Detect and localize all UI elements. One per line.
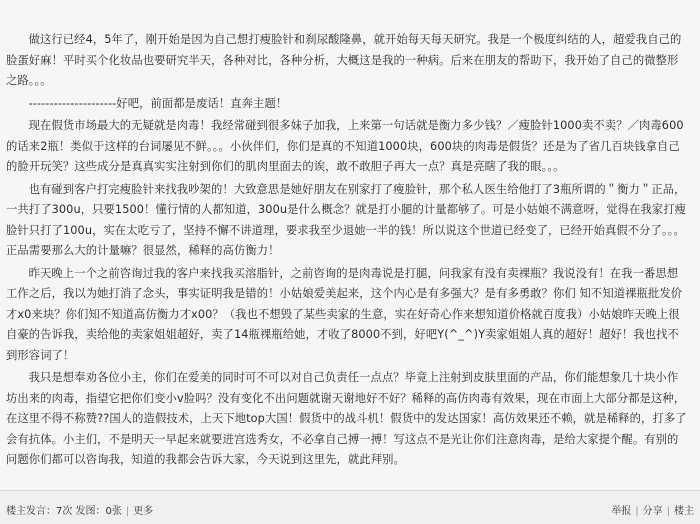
divider: | — [125, 506, 130, 517]
paragraph-market: 现在假货市场最大的无疑就是肉毒！我经常碰到很多妹子加我，上来第一句话就是衡力多少钱？／瘦脸针1000卖不卖？／肉毒600的话来2瓶！类似于这样的台词屡见不鲜。。。小伙伴们，你们是真的不知道1000块，600块的肉毒是假货？还是为了省几百块钱拿自己的脸开玩笑？这些成分是真真实实注射到你们的肌肉里面去的诶，敢不敢胆子再大一点？真是亮瞎了我的眼。。。 — [6, 119, 684, 173]
floor-owner-link[interactable]: 楼主 — [674, 506, 694, 517]
paragraph-advice: 我只是想奉劝各位小主，你们在爱美的同时可不可以对自己负责任一点点？毕竟上注射到皮肤里面的产品，你们能想象几十块小作坊出来的肉毒，指望它把你们变小v脸吗？没有变化不出问题就谢天谢地好不好？稀释的高仿肉毒有效果，现在市面上大部分都是这种，在这里不得不称赞??国人的造假技术，上天下地top大国！假货中的战斗机！假货中的发达国家！高仿效果还不赖，就是稀释的，打多了会有抗体。小主们，不是明天一早起来就要进宫选秀女，不必拿自己搏一搏！写这点不是光让你们注意肉毒，是给大家提个醒。有别的问题你们都可以咨询我，知道的我都会告诉大家，今天说到这里先，就此拜别。 — [6, 371, 687, 466]
author-stats: 楼主发言：7次 发图：0张 — [6, 506, 122, 517]
more-link[interactable]: 更多 — [133, 506, 154, 517]
paragraph-intro: 做这行已经4，5年了，刚开始是因为自己想打瘦脸针和刹尿酸隆鼻，就开始每天每天研究。我是一个极度纠结的人，超爱我自己的脸蛋好麻！平时买个化妆品也要研究半天，各种对比，各种分析，大概这是我的一种病。后来在朋友的帮助下，我开始了自己的微整形之路。。。 — [6, 33, 682, 87]
footer-right — [611, 502, 694, 517]
report-link[interactable]: 举报 — [611, 506, 632, 517]
post-content — [6, 30, 689, 473]
paragraph-complaint: 也有碰到客户打完瘦脸针来找我吵架的！大致意思是她好朋友在别家打了瘦脸针，那个私人医生给他打了3瓶所谓的＂衡力＂正品，一共打了300u，只要1500！懂行情的人都知道，300u是什么概念？就是打小腿的计量都够了。可是小姑娘不满意呀，觉得在我家打瘦脸针只打了100u，实在太吃亏了，坚持不懈不讲道理，要求我至少退她一半的钱！所以说这个世道已经变了，已经开始真假不分了。。。正品需要那么大的计量嘛？很显然，稀释的高仿衡力！ — [6, 182, 687, 257]
paragraph-divider: ---------------------好吧，前面都是废话！直奔主题！ — [28, 96, 288, 110]
divider: | — [635, 506, 639, 517]
footer-left — [6, 502, 153, 517]
post-footer — [0, 490, 700, 524]
share-link[interactable]: 分享 — [642, 506, 663, 517]
paragraph-story: 昨天晚上一个之前咨询过我的客户来找我买溶脂针，之前咨询的是肉毒说是打腿，问我家有没有卖裸瓶？我说没有！在我一番思想工作之后，我以为她打消了念头，事实证明我是错的！小姑娘爱美起来，这个内心是有多强大？是有多勇敢？你们 知不知道裸瓶批发价才x0来块？你们知不知道高仿衡力才x00？（我也不想毁了某些卖家的生意，实在好奇心作来想知道价格就百度我）小姑娘昨天晚上很自豪的告诉我，卖给他的卖家姐姐超好，卖了14瓶裸瓶给她，才收了8000不到，好吧Y(^_^)Y卖家姐姐人真的超好！超好！我也找不到形容词了！ — [6, 266, 683, 362]
divider: | — [666, 506, 670, 517]
